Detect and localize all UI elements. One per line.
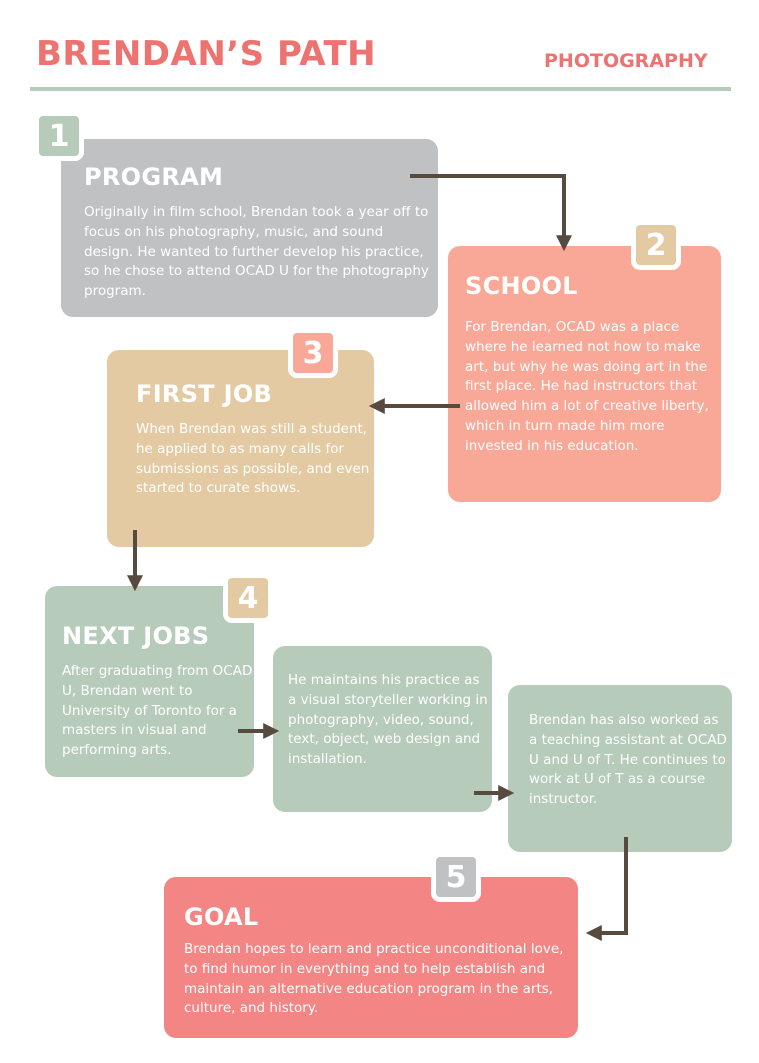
next-jobs-text: After graduating from OCAD U, Brendan went to University of Toronto for a masters in visual and performing arts. [62,663,253,759]
program-text: Originally in film school, Brendan took a year off to focus on his photography, music, and sound design. He wanted to further develop his practice, so he chose to attend OCAD U for the photography program. [84,204,429,300]
next-jobs-step-badge: 4 [223,573,273,623]
practice-text: He maintains his practice as a visual storyteller working in photography, video, sound, text, object, web design and installation. [288,672,488,768]
page-title: BRENDAN’S PATH [36,34,377,74]
goal-step-badge: 5 [431,852,481,902]
arrow-program-to-school [410,176,564,244]
program-step-badge: 1 [34,111,84,161]
school-text: For Brendan, OCAD was a place where he learned not how to make art, but why he was doing art in the first place. He had instructors that allowed him a lot of creative liberty, which in turn made him more invested in his education. [465,319,709,454]
arrow-teaching-to-goal [593,837,626,933]
first-job-text: When Brendan was still a student, he applied to as many calls for submissions as possible, and even started to curate shows. [136,421,370,497]
next-jobs-title: NEXT JOBS [62,622,210,650]
page-subtitle: PHOTOGRAPHY [544,50,708,72]
school-step-badge: 2 [631,220,681,270]
program-title: PROGRAM [84,163,224,191]
first-job-step-badge: 3 [288,328,338,378]
first-job-title: FIRST JOB [136,380,273,408]
teaching-text: Brendan has also worked as a teaching assistant at OCAD U and U of T. He continues to work at U of T as a course instructor. [529,712,727,808]
goal-title: GOAL [184,903,259,931]
school-title: SCHOOL [465,272,578,300]
goal-text: Brendan hopes to learn and practice unconditional love, to find humor in everything and to help establish and maintain an alternative education program in the arts, culture, and history. [184,941,564,1017]
